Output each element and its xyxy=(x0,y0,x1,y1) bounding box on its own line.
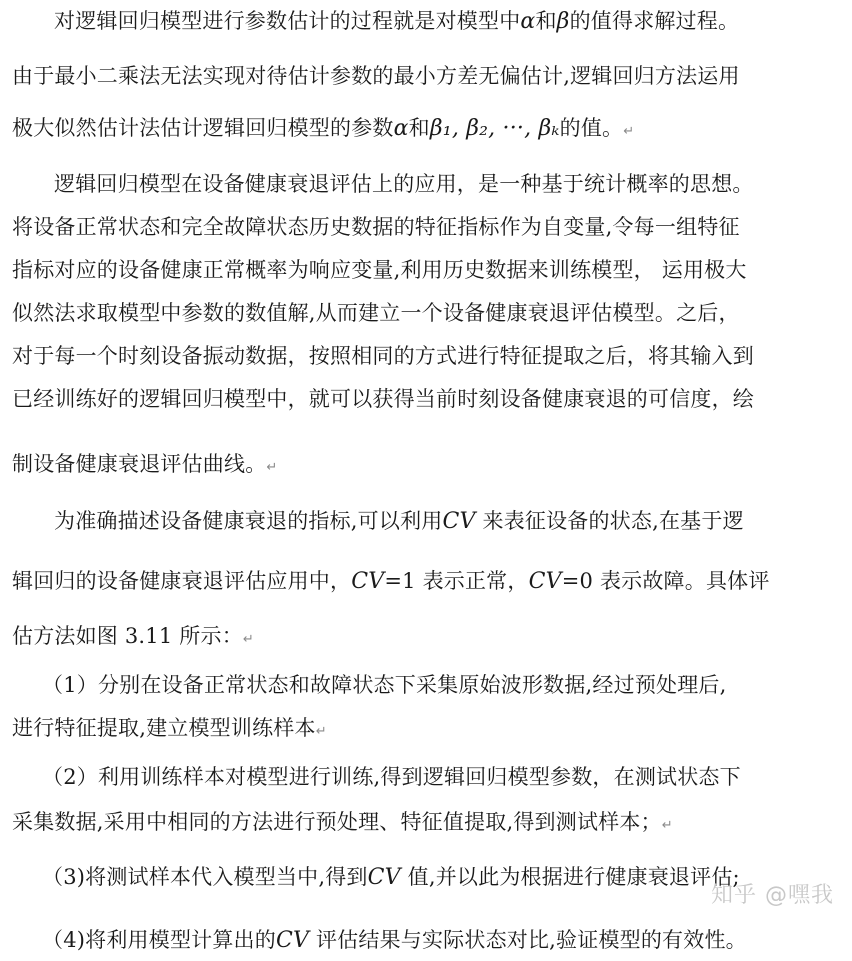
text-line: 由于最小二乘法无法实现对待估计参数的最小方差无偏估计,逻辑回归方法运用 xyxy=(12,64,740,88)
text-span: 来表征设备的状态,在基于逻 xyxy=(482,509,744,533)
paragraph-mark: ↵ xyxy=(315,724,327,739)
text-span: 制设备健康衰退评估曲线。 xyxy=(12,452,267,476)
text-span: （4)将利用模型计算出的 xyxy=(42,928,276,952)
text-span: 评估结果与实际状态对比,验证模型的有效性。 xyxy=(315,928,747,952)
text-line xyxy=(54,506,844,537)
math-eq: =0 xyxy=(561,569,594,593)
text-span: 采集数据,采用中相同的方法进行预处理、特征值提取,得到测试样本； xyxy=(12,810,662,834)
watermark: 知乎 @嘿我 xyxy=(711,883,834,908)
text-span: 表示故障。具体评 xyxy=(599,569,770,593)
math-cv: CV xyxy=(442,509,476,534)
text-line: 对于每一个时刻设备振动数据，按照相同的方式进行特征提取之后，将其输入到 xyxy=(12,344,754,368)
text-span: 估方法如图 3.11 所示： xyxy=(12,624,243,648)
paragraph-mark: ↵ xyxy=(242,632,255,647)
text-span: （3)将测试样本代入模型当中,得到 xyxy=(42,865,368,889)
math-alpha: α xyxy=(393,116,409,141)
text-span: 的值得求解过程。 xyxy=(569,9,740,33)
math-eq: =1 xyxy=(384,569,416,593)
text-span: 极大似然估计法估计逻辑回归模型的参数 xyxy=(12,116,394,140)
text-line xyxy=(12,566,844,597)
text-line xyxy=(12,713,844,747)
math-beta-list: β₁, β₂, ···, βₖ xyxy=(429,116,560,141)
math-alpha: α xyxy=(520,9,536,34)
text-line: 似然法求取模型中参数的数值解,从而建立一个设备健康衰退评估模型。之后， xyxy=(12,301,740,325)
math-cv: CV xyxy=(528,569,562,594)
text-line: 将设备正常状态和完全故障状态历史数据的特征指标作为自变量,令每一组特征 xyxy=(12,215,740,239)
text-span: 表示正常， xyxy=(422,569,529,593)
text-span: 和 xyxy=(535,9,557,33)
text-line xyxy=(12,449,844,483)
text-line: （1）分别在设备正常状态和故障状态下采集原始波形数据,经过预处理后, xyxy=(42,673,727,697)
text-line: 已经训练好的逻辑回归模型中，就可以获得当前时刻设备健康衰退的可信度，绘 xyxy=(12,387,754,411)
text-span: 值,并以此为根据进行健康衰退评估; xyxy=(407,865,740,889)
text-span: 对逻辑回归模型进行参数估计的过程就是对模型中 xyxy=(54,9,521,33)
text-line xyxy=(12,113,844,147)
math-cv: CV xyxy=(275,928,310,953)
text-line xyxy=(12,807,844,841)
text-line: 逻辑回归模型在设备健康衰退评估上的应用，是一种基于统计概率的思想。 xyxy=(54,172,754,196)
text-line xyxy=(42,925,844,956)
math-beta: β xyxy=(556,9,570,34)
text-line xyxy=(54,6,844,37)
text-line: （2）利用训练样本对模型进行训练,得到逻辑回归模型参数，在测试状态下 xyxy=(42,765,741,789)
math-cv: CV xyxy=(351,569,385,594)
text-span: 为准确描述设备健康衰退的指标,可以利用 xyxy=(54,509,443,533)
text-span: 进行特征提取,建立模型训练样本 xyxy=(12,716,316,740)
math-cv: CV xyxy=(367,865,401,890)
text-line xyxy=(12,621,844,655)
paragraph-mark: ↵ xyxy=(266,460,278,475)
text-span: 的值。 xyxy=(559,116,624,140)
text-span: 和 xyxy=(408,116,430,140)
text-span: 辑回归的设备健康衰退评估应用中， xyxy=(12,569,352,593)
paragraph-mark: ↵ xyxy=(623,124,635,139)
text-line: 指标对应的设备健康正常概率为响应变量,利用历史数据来训练模型， 运用极大 xyxy=(12,258,747,282)
paragraph-mark: ↵ xyxy=(661,818,673,833)
